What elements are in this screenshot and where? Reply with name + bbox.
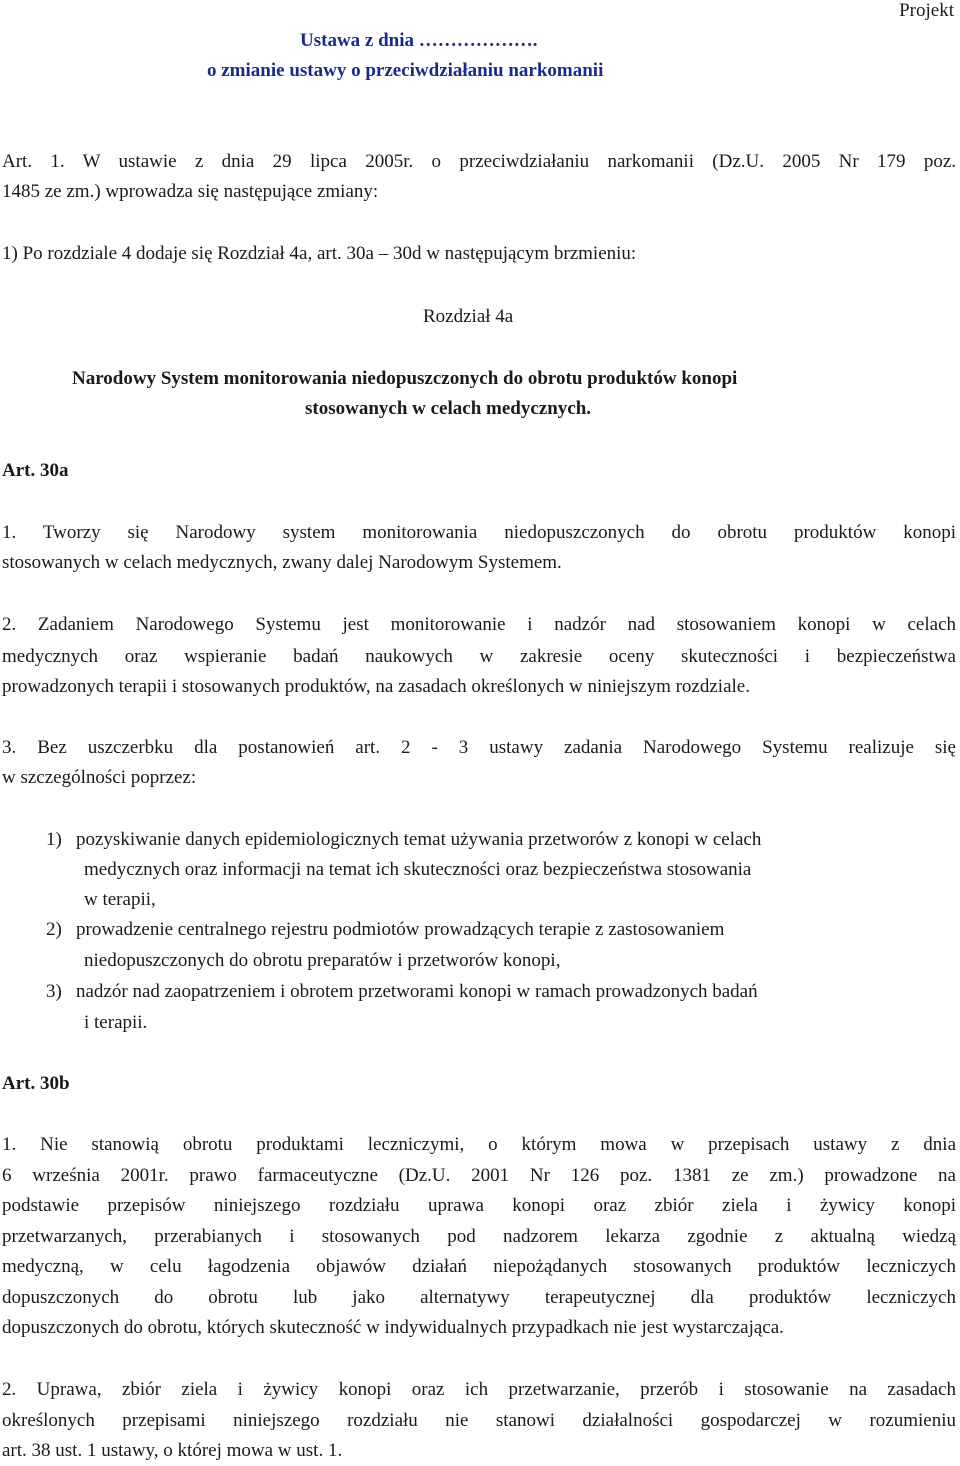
art30b-p1-line5: medyczną, w celu łagodzenia objawów działań niepożądanych stosowanych produktów leczniczych xyxy=(2,1256,956,1277)
projekt-label: Projekt xyxy=(899,0,954,21)
chapter-label: Rozdział 4a xyxy=(423,306,514,327)
art30a-p2-line1: 2. Zadaniem Narodowego Systemu jest monitorowanie i nadzór nad stosowaniem konopi w celach xyxy=(2,614,956,635)
chapter-title-line2: stosowanych w celach medycznych. xyxy=(305,398,592,419)
art30b-paragraph-2 xyxy=(2,1379,956,1440)
art30b-p1-line1: 1. Nie stanowią obrotu produktami leczniczymi, o którym mowa w przepisach ustawy z dnia xyxy=(2,1134,956,1155)
art30b-p1-last-line: dopuszczonych do obrotu, których skuteczność w indywidualnych przypadkach nie jest wystarczająca. xyxy=(2,1317,784,1338)
art30b-p1-line3: podstawie przepisów niniejszego rozdziału uprawa konopi oraz zbiór ziela i żywicy konopi xyxy=(2,1195,956,1216)
art30b-p1-line2: 6 września 2001r. prawo farmaceutyczne (Dz.U. 2001 Nr 126 poz. 1381 ze zm.) prowadzone na xyxy=(2,1164,956,1186)
art30b-heading: Art. 30b xyxy=(2,1073,70,1094)
list-item-1-number: 1) xyxy=(46,829,62,850)
art30b-p2-last-line: art. 38 ust. 1 ustawy, o której mowa w ust. 1. xyxy=(2,1440,343,1461)
art30a-p1-line2: stosowanych w celach medycznych, zwany dalej Narodowym Systemem. xyxy=(2,552,562,573)
document-title-line1: Ustawa z dnia ………………. xyxy=(300,30,538,51)
art1-line1: Art. 1. W ustawie z dnia 29 lipca 2005r. o przeciwdziałaniu narkomanii (Dz.U. 2005 Nr 179 poz. xyxy=(2,151,956,172)
list-item-1-line2: medycznych oraz informacji na temat ich skuteczności oraz bezpieczeństwa stosowania xyxy=(84,859,752,880)
art30a-heading: Art. 30a xyxy=(2,460,69,481)
art1-line2: 1485 ze zm.) wprowadza się następujące zmiany: xyxy=(2,181,379,202)
art30a-paragraph-3 xyxy=(2,737,956,759)
list-item-3-number: 3) xyxy=(46,981,62,1002)
document-title-line2: o zmianie ustawy o przeciwdziałaniu narkomanii xyxy=(207,60,604,81)
art30b-p2-line1: 2. Uprawa, zbiór ziela i żywicy konopi oraz ich przetwarzanie, przerób i stosowanie na zasadach xyxy=(2,1379,956,1400)
list-item-2-number: 2) xyxy=(46,919,62,940)
chapter-title-line1: Narodowy System monitorowania niedopuszczonych do obrotu produktów konopi xyxy=(72,368,738,389)
art30a-paragraph-2 xyxy=(2,614,956,668)
art30a-p2-line3: prowadzonych terapii i stosowanych produktów, na zasadach określonych w niniejszym rozdziale. xyxy=(2,676,750,697)
art1-paragraph xyxy=(2,151,956,173)
list-item-1-line1: pozyskiwanie danych epidemiologicznych temat używania przetworów z konopi w celach xyxy=(76,829,762,850)
art30a-p3-line1: 3. Bez uszczerbku dla postanowień art. 2 - 3 ustawy zadania Narodowego Systemu realizuje się xyxy=(2,737,956,758)
list-item-3-line2: i terapii. xyxy=(84,1012,148,1033)
art30a-p1-line1: 1. Tworzy się Narodowy system monitorowania niedopuszczonych do obrotu produktów konopi xyxy=(2,522,956,543)
art30a-paragraph-1 xyxy=(2,522,956,544)
list-item-3-line1: nadzór nad zaopatrzeniem i obrotem przetworami konopi w ramach prowadzonych badań xyxy=(76,981,758,1002)
art30b-p1-line6: dopuszczonych do obrotu lub jako alternatywy terapeutycznej dla produktów leczniczych xyxy=(2,1286,956,1308)
art30b-p1-line4: przetwarzanych, przerabianych i stosowanych pod nadzorem lekarza zgodnie z aktualną wiedzą xyxy=(2,1225,956,1247)
list-item-1-line3: w terapii, xyxy=(84,889,156,910)
art30b-p2-line2: określonych przepisami niniejszego rozdziału nie stanowi działalności gospodarczej w rozumieniu xyxy=(2,1409,956,1431)
list-item-2-line2: niedopuszczonych do obrotu preparatów i przetworów konopi, xyxy=(84,950,561,971)
art30a-p3-line2: w szczególności poprzez: xyxy=(2,767,197,788)
art30a-p2-line2: medycznych oraz wspieranie badań naukowych w zakresie oceny skuteczności i bezpieczeństwa xyxy=(2,646,956,667)
amendment-point-1: 1) Po rozdziale 4 dodaje się Rozdział 4a, art. 30a – 30d w następującym brzmieniu: xyxy=(2,243,637,264)
art30b-paragraph-1 xyxy=(2,1134,956,1317)
list-item-2-line1: prowadzenie centralnego rejestru podmiotów prowadzących terapie z zastosowaniem xyxy=(76,919,725,940)
